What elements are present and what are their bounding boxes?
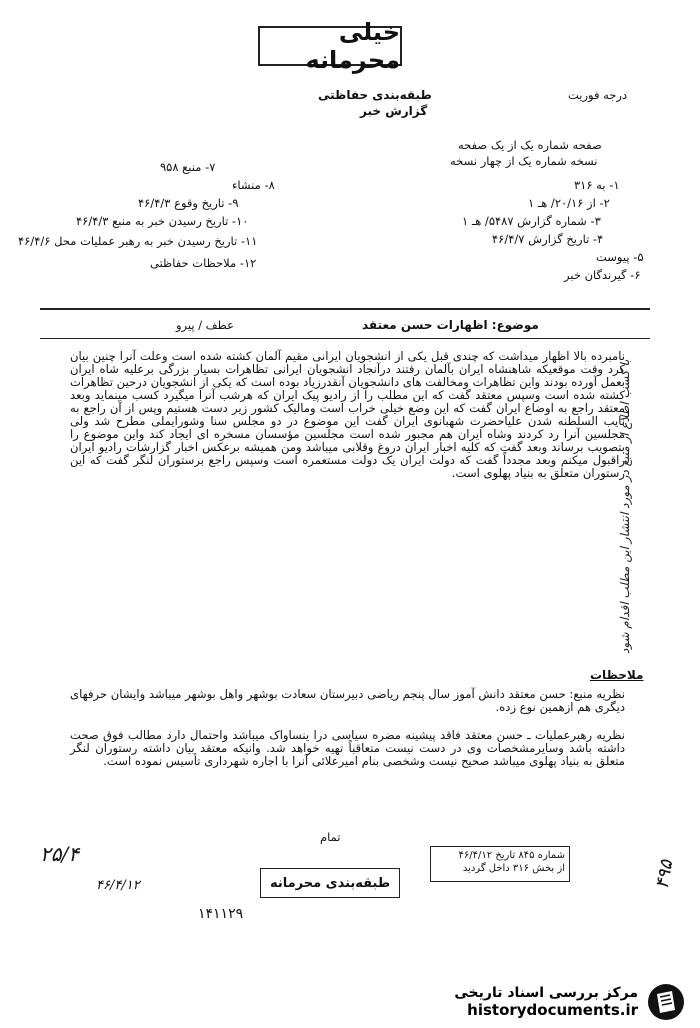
archive-name: مرکز بررسی اسناد تاریخی <box>454 985 638 1001</box>
classification-stamp-text: خیلی محرمانه <box>305 18 400 74</box>
archive-logo <box>454 982 686 1022</box>
body-paragraph: نامبرده بالا اظهار میداشت که چندی قبل یکی از انشجویان ایرانی مقیم آلمان کشته شده است وعلت آنرا چنین بیان کرد وقت موقعیکه شاهنشاه ایران بآلمان رفتند درآنجاد انشجویان ایرانی تظاهرات بسیار بزرگی برعلیه شاه ایران بعمل آورده بودند واین تظاهرات ومخالفت های دانشجویان آنقدرزیاد بوده است که یکی از انشجویان درحین تظاهرات کشته شده است وسپس معتقد گفت که این مطلب را از رادیو پیک ایران که هرشب آنرا میگیرد کسب مینماید وبعد معتقد راجع به اوضاع ایران گفت که این وضع خیلی خراب است ومالیک کشور زیر دست هستیم وپس از آن راجع به نایب السلطنه شدن علیاحضرت شهبانوی ایران گفت این موضوع در دو مجلس سنا وشورایملی مطرح شد ولی مجلسین آنرا رد کردند وشاه ایران هم مجبور شده است مجلسین مؤسسان مسخره ای ایجاد کند واین موضوع را بتصویب برساند وبعد گفت که کلیه اخبار ایران دروغ وقلابی میباشد ومن همیشه برعکس اخبار گزارشات رادیو ایران راقبول میکنم وبعد مجدداً گفت که دولت ایران یک دولت مستعمره است وسپس راجع برستوران لنگر گفت که این رستوران متعلق به بنیاد پهلوی است. <box>70 349 625 480</box>
field-security-notes: ۱۲- ملاحظات حفاظتی <box>150 256 257 270</box>
field-received-by-leader: ۱۱- تاریخ رسیدن خبر به رهبر عملیات محل ۴۶/۴/۶ <box>18 234 258 248</box>
archive-url: historydocuments.ir <box>467 1001 638 1019</box>
archive-emblem-icon <box>646 982 686 1022</box>
report-body <box>70 350 625 495</box>
field-source: ۷- منبع ۹۵۸ <box>160 160 216 174</box>
margin-note-text: با کسب اطلاع از منبع در مورد انتشار این مطلب اقدام شود <box>618 360 632 655</box>
margin-handwritten-note <box>618 360 688 900</box>
archive-logo-text <box>454 985 638 1019</box>
note-source-opinion: نظریه منبع: حسن معتقد دانش آموز سال پنجم ریاضی دبیرستان سعادت بوشهر واهل بوشهر میباشد وایشان حرفهای دیگری هم ازهمین نوع زده. <box>70 687 625 714</box>
note-leader-opinion: نظریه رهبرعملیات ـ حسن معتقد فاقد پیشینه مضره سیاسی درا ینساواک میباشد واحتمال دارد مطالب فوق صحت داشته باشد وسایرمشخصات وی در دست نیست متعاقباً تهیه خواهد شد. وانیکه معتقد بیان داشته رستوران لنگر متعلق به بنیاد پهلوی میباشد صحیح نیست وشخصی بنام امیرعلائی آنرا با اجاره شهرداری تأسیس نموده است. <box>70 728 625 768</box>
classification-label: طبقه‌بندی حفاظتی <box>318 88 432 102</box>
field-event-date: ۹- تاریخ وقوع ۴۶/۴/۳ <box>138 196 239 210</box>
classification-stamp <box>258 18 402 74</box>
reference-line: عطف / پیرو <box>176 318 234 332</box>
subject-line: موضوع: اظهارات حسن معتقد <box>362 318 539 332</box>
field-from: ۲- از ۲۰/۱۶/ هـ ۱ <box>528 196 610 210</box>
report-type: گزارش خبر <box>360 104 428 118</box>
bottom-classification-stamp <box>260 868 400 898</box>
bottom-serial-number: ۱۴۱۱۲۹ <box>198 906 244 922</box>
notes-body <box>70 688 625 783</box>
copy-number: نسخه شماره یک از چهار نسخه <box>450 154 598 168</box>
tamam-mark: تمام <box>320 830 341 844</box>
receipt-stamp <box>430 846 570 882</box>
field-report-number: ۳- شماره گزارش ۵۴۸۷/ هـ ۱ <box>462 214 601 228</box>
receipt-stamp-line-1: شماره ۸۴۵ تاریخ ۴۶/۴/۱۲ <box>458 850 565 861</box>
subject-divider <box>40 338 650 339</box>
bottom-stamp-text: طبقه‌بندی محرمانه <box>269 875 391 891</box>
page-number: صفحه شماره یک از یک صفحه <box>458 138 602 152</box>
urgency-label: درجه فوریت <box>568 88 628 102</box>
field-origin: ۸- منشاء <box>232 178 275 192</box>
field-received-by-source: ۱۰- تاریخ رسیدن خبر به منبع ۴۶/۴/۳ <box>76 214 249 228</box>
header-divider <box>40 308 650 310</box>
signature-date: ۴۶/۴/۱۲ <box>96 878 140 893</box>
field-recipients: ۶- گیرندگان خبر <box>564 268 641 282</box>
receipt-stamp-line-2: از بخش ۳۱۶ داخل گردید <box>462 863 565 874</box>
field-report-date: ۴- تاریخ گزارش ۴۶/۴/۷ <box>492 232 604 246</box>
field-attachment: ۵- پیوست <box>596 250 644 264</box>
notes-title: ملاحظات <box>590 668 644 682</box>
margin-number: ۴۹۵ <box>651 858 678 891</box>
field-to: ۱- به ۳۱۶ <box>574 178 620 192</box>
signature-scribble: ۲۵/۴ <box>40 842 79 866</box>
